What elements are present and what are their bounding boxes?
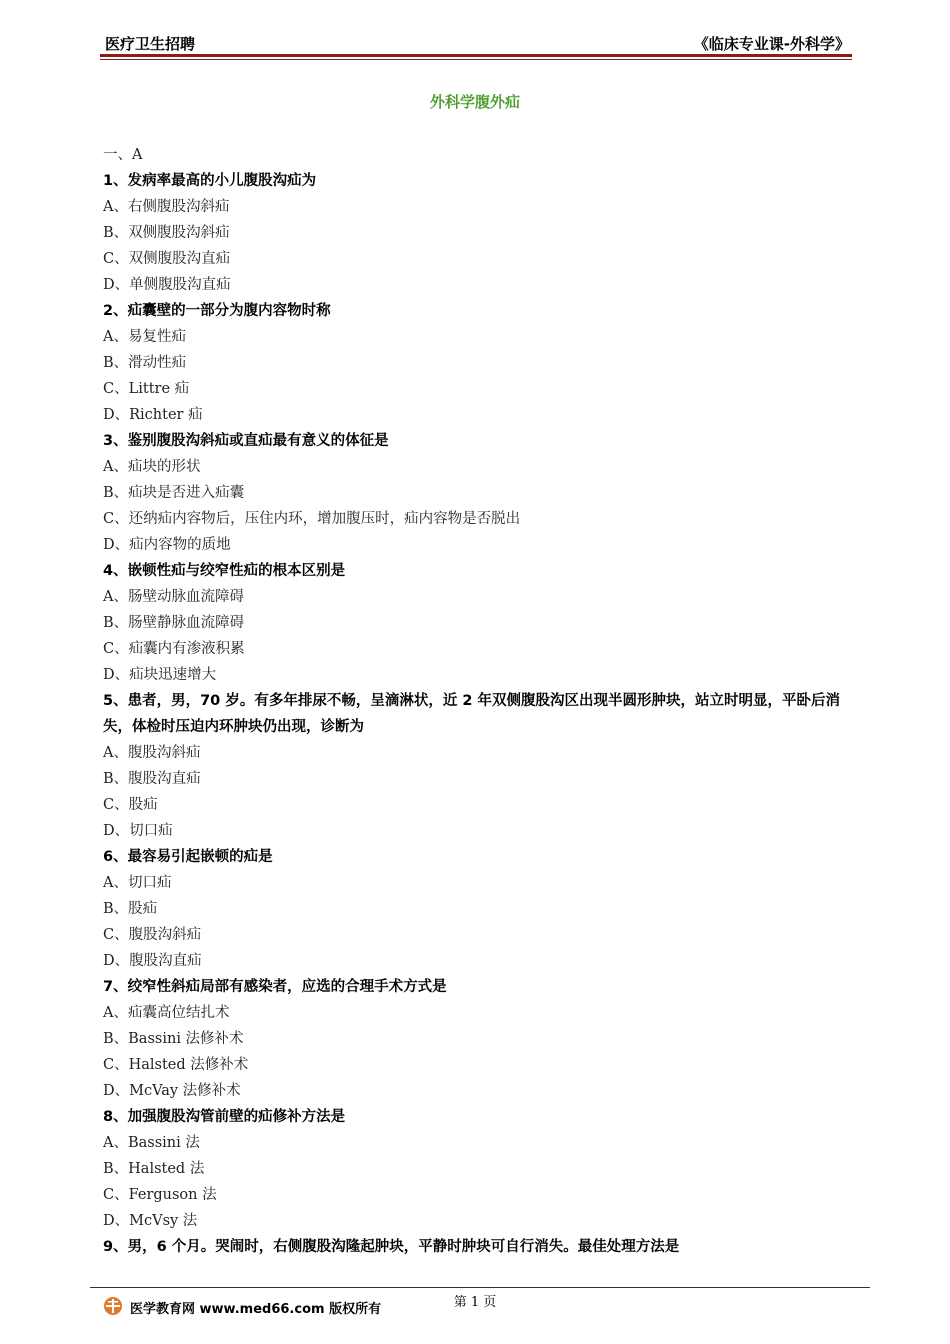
answer-option: C、腹股沟斜疝 bbox=[103, 927, 202, 943]
answer-option: C、双侧腹股沟直疝 bbox=[103, 251, 231, 267]
answer-option: D、疝块迅速增大 bbox=[103, 667, 217, 683]
header-right-title: 《临床专业课-外科学》 bbox=[693, 35, 850, 53]
question-stem: 1、发病率最高的小儿腹股沟疝为 bbox=[103, 173, 317, 189]
answer-option: A、腹股沟斜疝 bbox=[103, 745, 201, 761]
question-stem: 9、男，6 个月。哭闹时，右侧腹股沟隆起肿块，平静时肿块可自行消失。最佳处理方法是 bbox=[103, 1239, 680, 1255]
answer-option: A、Bassini 法 bbox=[103, 1135, 200, 1151]
answer-option: C、Ferguson 法 bbox=[103, 1187, 217, 1203]
answer-option: A、疝囊高位结扎术 bbox=[103, 1005, 230, 1021]
question-list bbox=[103, 142, 848, 1260]
answer-option: B、腹股沟直疝 bbox=[103, 771, 201, 787]
answer-option: B、肠壁静脉血流障碍 bbox=[103, 615, 245, 631]
answer-option: C、疝囊内有渗液积累 bbox=[103, 641, 245, 657]
answer-option: B、滑动性疝 bbox=[103, 355, 187, 371]
footer-rule bbox=[90, 1287, 870, 1288]
section-heading: 一、A bbox=[103, 147, 143, 163]
answer-option: A、疝块的形状 bbox=[103, 459, 201, 475]
question-stem: 7、绞窄性斜疝局部有感染者，应选的合理手术方式是 bbox=[103, 979, 447, 995]
answer-option: B、疝块是否进入疝囊 bbox=[103, 485, 245, 501]
question-stem: 5、患者，男，70 岁。有多年排尿不畅，呈滴淋状，近 2 年双侧腹股沟区出现半圆形肿块，站立时明显，平卧后消失，体检时压迫内环肿块仍出现，诊断为 bbox=[103, 693, 840, 735]
question-stem: 3、鉴别腹股沟斜疝或直疝最有意义的体征是 bbox=[103, 433, 389, 449]
answer-option: A、右侧腹股沟斜疝 bbox=[103, 199, 230, 215]
answer-option: B、Bassini 法修补术 bbox=[103, 1031, 244, 1047]
header-rule-thin bbox=[100, 59, 852, 60]
answer-option: C、Halsted 法修补术 bbox=[103, 1057, 249, 1073]
answer-option: A、易复性疝 bbox=[103, 329, 186, 345]
answer-option: C、股疝 bbox=[103, 797, 158, 813]
question-stem: 8、加强腹股沟管前壁的疝修补方法是 bbox=[103, 1109, 346, 1125]
header-left-title: 医疗卫生招聘 bbox=[105, 35, 196, 53]
answer-option: C、Littre 疝 bbox=[103, 381, 190, 397]
answer-option: D、McVsy 法 bbox=[103, 1213, 198, 1229]
answer-option: A、肠壁动脉血流障碍 bbox=[103, 589, 244, 605]
question-stem: 2、疝囊壁的一部分为腹内容物时称 bbox=[103, 303, 331, 319]
answer-option: B、股疝 bbox=[103, 901, 158, 917]
answer-option: D、切口疝 bbox=[103, 823, 173, 839]
answer-option: A、切口疝 bbox=[103, 875, 172, 891]
answer-option: D、Richter 疝 bbox=[103, 407, 203, 423]
answer-option: D、疝内容物的质地 bbox=[103, 537, 231, 553]
answer-option: D、McVay 法修补术 bbox=[103, 1083, 241, 1099]
page-header bbox=[100, 30, 850, 52]
question-stem: 6、最容易引起嵌顿的疝是 bbox=[103, 849, 273, 865]
header-rule bbox=[100, 54, 852, 57]
med66-logo-icon bbox=[103, 1296, 123, 1316]
answer-option: D、单侧腹股沟直疝 bbox=[103, 277, 231, 293]
answer-option: B、双侧腹股沟斜疝 bbox=[103, 225, 230, 241]
document-title: 外科学腹外疝 bbox=[429, 93, 520, 111]
question-stem: 4、嵌顿性疝与绞窄性疝的根本区别是 bbox=[103, 563, 346, 579]
page-number: 第 1 页 bbox=[453, 1295, 497, 1310]
answer-option: D、腹股沟直疝 bbox=[103, 953, 202, 969]
answer-option: C、还纳疝内容物后，压住内环，增加腹压时，疝内容物是否脱出 bbox=[103, 511, 521, 527]
answer-option: B、Halsted 法 bbox=[103, 1161, 205, 1177]
footer-site-text: 医学教育网 www.med66.com 版权所有 bbox=[130, 1302, 382, 1317]
